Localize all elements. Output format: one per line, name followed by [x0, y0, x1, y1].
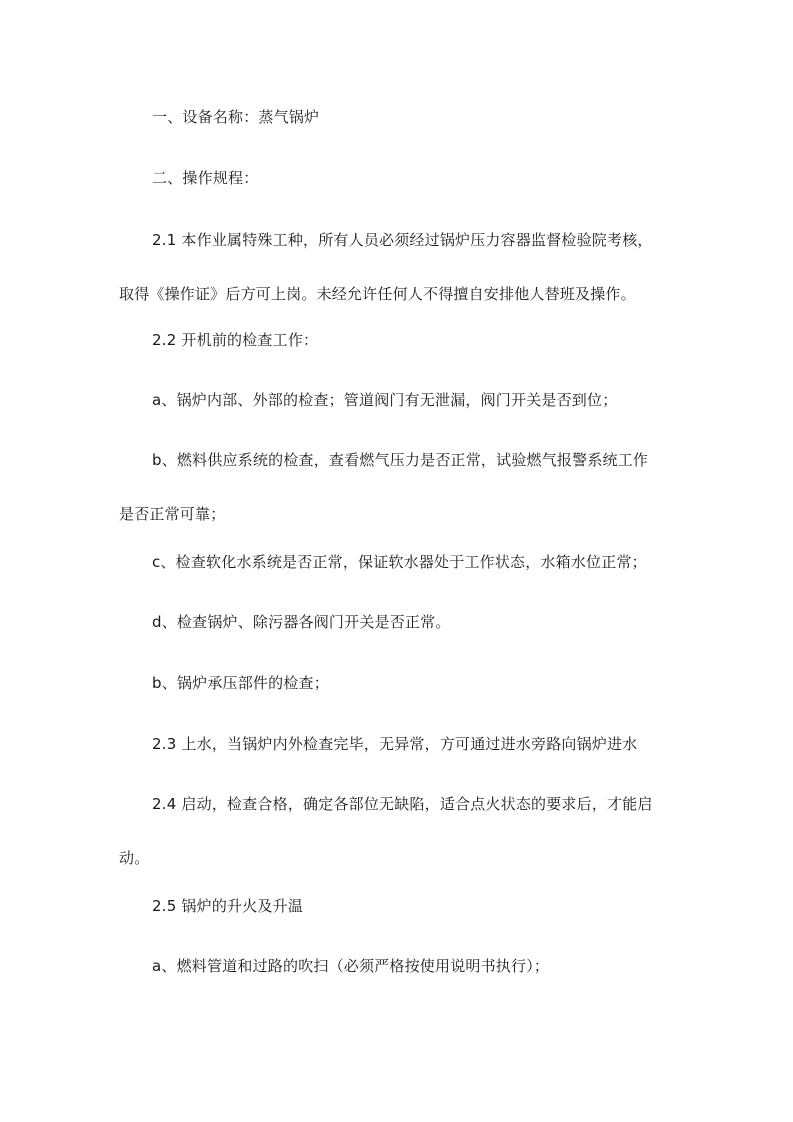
text-line: 2.2 开机前的检查工作：	[152, 331, 319, 349]
text-line: 二、操作规程：	[152, 169, 259, 187]
paragraph-2-2	[119, 313, 689, 367]
list-item-b-pressure	[119, 656, 689, 710]
list-item-a-purge	[119, 939, 689, 993]
text-line: 2.1 本作业属特殊工种，所有人员必须经过锅炉压力容器监督检验院考核，	[152, 231, 653, 249]
text-line: a、锅炉内部、外部的检查；管道阀门有无泄漏，阀门开关是否到位；	[152, 391, 618, 409]
text-line: c、检查软化水系统是否正常，保证软水器处于工作状态，水箱水位正常；	[152, 553, 647, 571]
text-line: 取得《操作证》后方可上岗。未经允许任何人不得擅自安排他人替班及操作。	[119, 285, 636, 303]
text-line: 2.4 启动，检查合格，确定各部位无缺陷，适合点火状态的要求后，才能启	[152, 795, 653, 813]
text-line: 2.5 锅炉的升火及升温	[152, 897, 304, 915]
text-line: b、燃料供应系统的检查，查看燃气压力是否正常，试验燃气报警系统工作	[152, 451, 649, 469]
text-line: b、锅炉承压部件的检查；	[152, 674, 329, 692]
text-line: 2.3 上水，当锅炉内外检查完毕，无异常，方可通过进水旁路向锅炉进水	[152, 735, 638, 753]
text-line: a、燃料管道和过路的吹扫（必须严格按使用说明书执行）；	[152, 957, 550, 975]
paragraph-2-5	[119, 879, 689, 933]
text-line: d、检查锅炉、除污器各阀门开关是否正常。	[152, 613, 451, 631]
text-line: 是否正常可靠；	[119, 505, 226, 523]
list-item-a	[119, 373, 689, 427]
list-item-d	[119, 595, 689, 649]
paragraph-2-1	[119, 213, 689, 321]
list-item-c	[119, 535, 689, 589]
heading-operating-procedure	[119, 151, 689, 205]
text-line: 动。	[119, 849, 150, 867]
text-line: 一、设备名称：蒸气锅炉	[152, 108, 320, 126]
heading-equipment-name	[119, 90, 689, 144]
paragraph-2-3	[119, 717, 689, 771]
paragraph-2-4	[119, 777, 689, 885]
list-item-b-fuel	[119, 433, 689, 541]
